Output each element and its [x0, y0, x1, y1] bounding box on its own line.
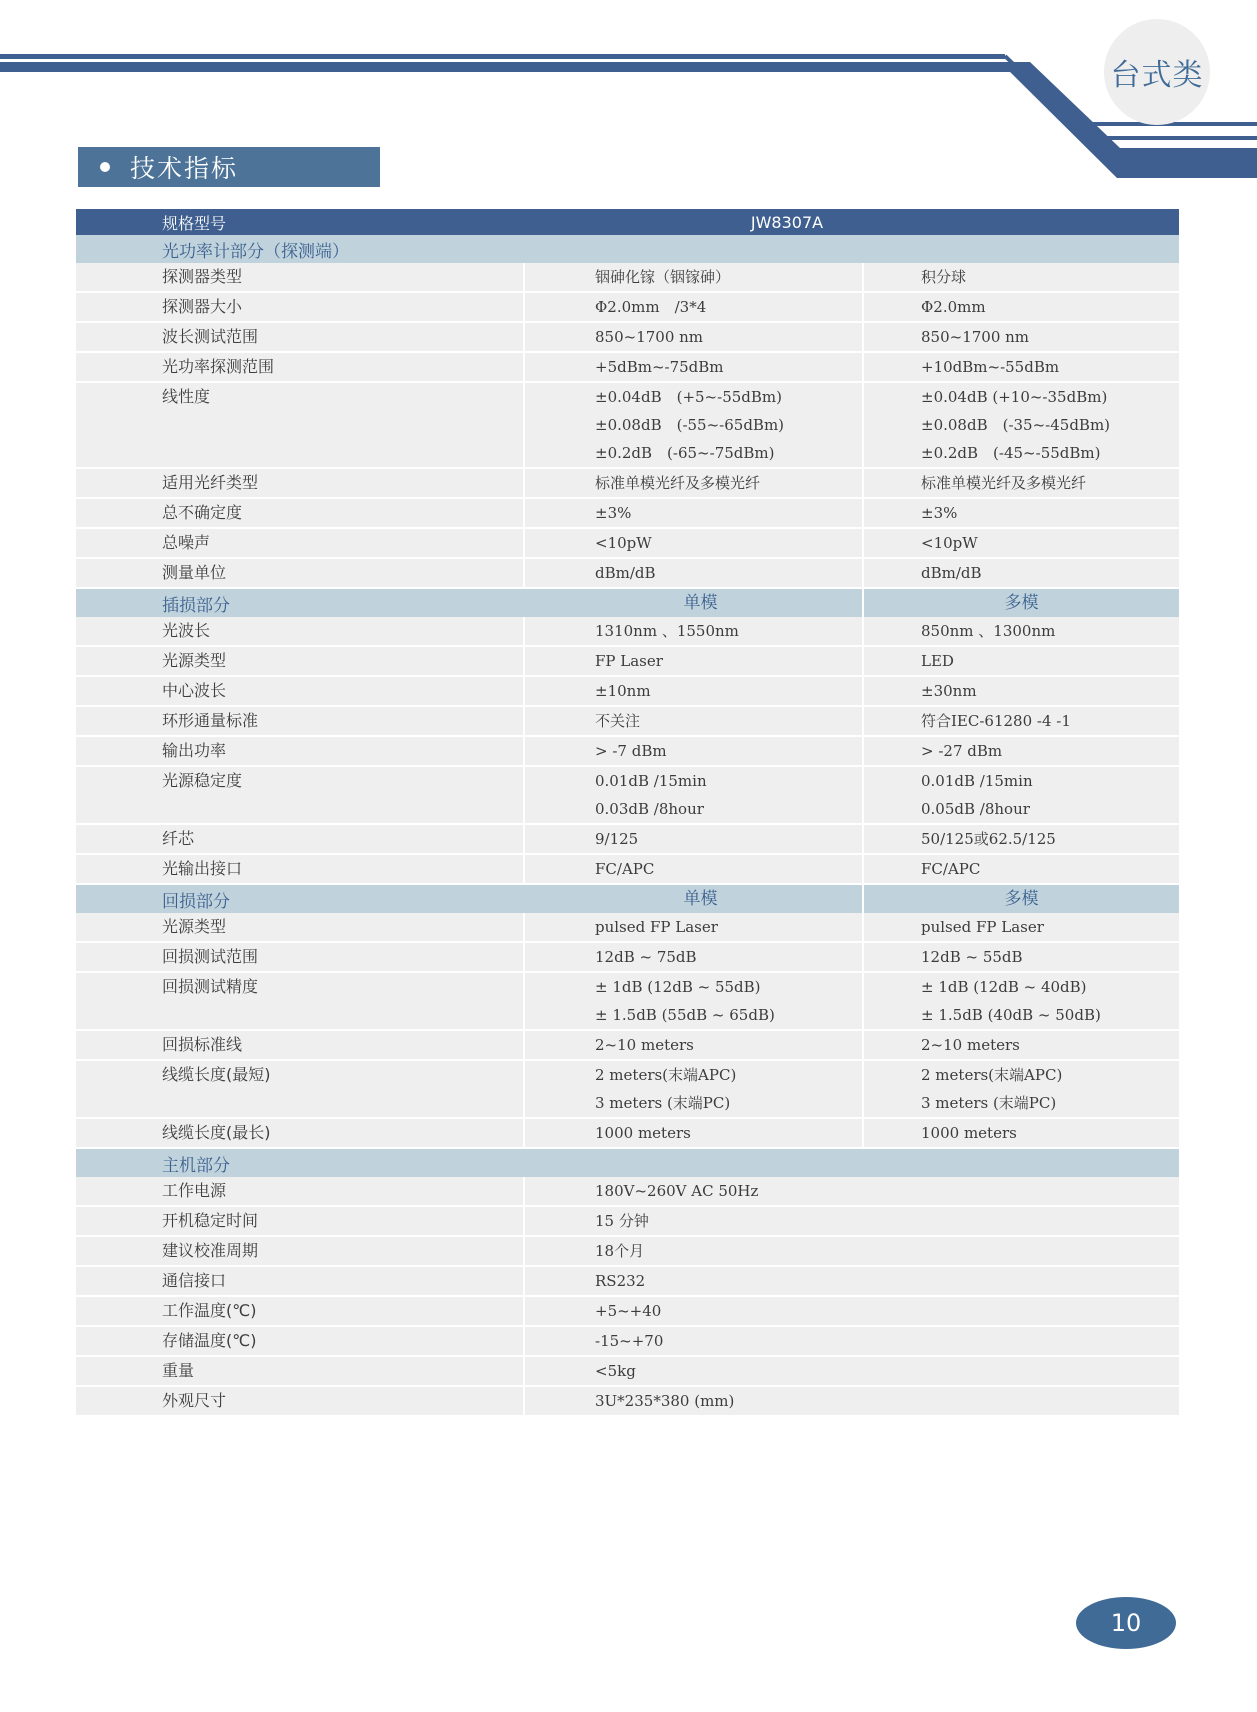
- table-row: [76, 469, 1179, 499]
- cell-line: > -27 dBm: [921, 742, 1003, 760]
- section-title-text: 技术指标: [130, 154, 239, 183]
- cell-line: 1310nm 、1550nm: [595, 622, 739, 640]
- cell-line: FC/APC: [921, 860, 981, 878]
- table-row: [76, 1119, 1179, 1149]
- cell-line: 探测器大小: [162, 297, 243, 316]
- cell-line: 工作温度(℃): [162, 1301, 257, 1320]
- section-label: 主机部分: [162, 1155, 230, 1176]
- row-value: [525, 1327, 1179, 1357]
- page-number: 10: [1076, 1597, 1176, 1649]
- cell-line: ±0.2dB (-45~-55dBm): [921, 444, 1101, 462]
- cell-line: ±0.04dB (+5~-55dBm): [595, 388, 782, 406]
- host-rows: [76, 1177, 1179, 1417]
- row-value-a: [525, 293, 864, 323]
- table-row: [76, 1207, 1179, 1237]
- row-label: [76, 1031, 525, 1061]
- cell-line: 12dB ~ 75dB: [595, 948, 697, 966]
- cell-line: 回损标准线: [162, 1035, 243, 1054]
- row-value-b: [864, 499, 1179, 529]
- cell-line: 铟砷化镓（铟镓砷）: [595, 268, 731, 286]
- cell-line: 3 meters (末端PC): [921, 1094, 1057, 1112]
- cell-line: ±0.08dB (-55~-65dBm): [595, 416, 785, 434]
- table-row: [76, 1327, 1179, 1357]
- row-label: [76, 737, 525, 767]
- row-value-a: [525, 737, 864, 767]
- row-value-b: [864, 1061, 1179, 1119]
- table-row: [76, 825, 1179, 855]
- row-label: [76, 383, 525, 469]
- cell-line: 3 meters (末端PC): [595, 1094, 731, 1112]
- cell-line: pulsed FP Laser: [595, 918, 718, 936]
- col-multi-mode: 多模: [1004, 889, 1039, 909]
- row-label: [76, 913, 525, 943]
- host-section-row: [76, 1149, 1179, 1177]
- row-value-a: [525, 1031, 864, 1061]
- category-badge: 台式类: [1104, 19, 1210, 125]
- row-value-b: [864, 529, 1179, 559]
- row-label: [76, 943, 525, 973]
- row-value-b: [864, 617, 1179, 647]
- row-value: [525, 1237, 1179, 1267]
- row-value: [525, 1177, 1179, 1207]
- row-label: [76, 1357, 525, 1387]
- row-value-a: [525, 529, 864, 559]
- cell-line: 总噪声: [162, 533, 211, 552]
- table-row: [76, 1237, 1179, 1267]
- row-label: [76, 263, 525, 293]
- table-row: [76, 263, 1179, 293]
- row-value-a: [525, 469, 864, 499]
- model-label: 规格型号: [162, 213, 227, 233]
- row-label: [76, 1327, 525, 1357]
- cell-line: 建议校准周期: [162, 1241, 259, 1260]
- cell-line: 标准单模光纤及多模光纤: [595, 474, 761, 492]
- model-value: JW8307A: [750, 212, 824, 232]
- row-label: [76, 529, 525, 559]
- row-label: [76, 855, 525, 885]
- row-label: [76, 499, 525, 529]
- table-row: [76, 383, 1179, 469]
- cell-line: <5kg: [595, 1362, 636, 1380]
- cell-line: 重量: [162, 1361, 195, 1380]
- cell-line: dBm/dB: [595, 564, 656, 582]
- cell-line: 中心波长: [162, 681, 227, 700]
- row-value-b: [864, 737, 1179, 767]
- row-label: [76, 293, 525, 323]
- cell-line: 测量单位: [162, 563, 227, 582]
- row-value-a: [525, 559, 864, 589]
- row-label: [76, 1177, 525, 1207]
- row-value-b: [864, 825, 1179, 855]
- cell-line: 符合IEC-61280 -4 -1: [921, 712, 1071, 730]
- table-row: [76, 737, 1179, 767]
- cell-line: ±3%: [595, 504, 632, 522]
- table-row: [76, 559, 1179, 589]
- row-value-a: [525, 855, 864, 885]
- bullet-icon: [100, 162, 110, 172]
- table-row: [76, 1031, 1179, 1061]
- cell-line: 光源稳定度: [162, 771, 243, 790]
- row-value-a: [525, 1119, 864, 1149]
- row-label: [76, 707, 525, 737]
- row-value-b: [864, 469, 1179, 499]
- cell-line: ± 1.5dB (55dB ~ 65dB): [595, 1006, 775, 1024]
- cell-line: 线性度: [162, 387, 211, 406]
- row-label: [76, 1237, 525, 1267]
- cell-line: 工作电源: [162, 1181, 227, 1200]
- row-label: [76, 1061, 525, 1119]
- row-label: [76, 1267, 525, 1297]
- table-row: [76, 293, 1179, 323]
- cell-line: 2 meters(末端APC): [921, 1066, 1063, 1084]
- table-row: [76, 617, 1179, 647]
- section-label: 插损部分: [162, 595, 230, 616]
- cell-line: <10pW: [595, 534, 652, 552]
- cell-line: 850~1700 nm: [921, 328, 1030, 346]
- cell-line: FP Laser: [595, 652, 663, 670]
- cell-line: <10pW: [921, 534, 978, 552]
- row-label: [76, 469, 525, 499]
- cell-line: 总不确定度: [162, 503, 243, 522]
- row-value-a: [525, 647, 864, 677]
- cell-line: 0.01dB /15min: [921, 772, 1033, 790]
- row-label: [76, 767, 525, 825]
- row-value-b: [864, 559, 1179, 589]
- row-label: [76, 1119, 525, 1149]
- row-label: [76, 323, 525, 353]
- row-value-b: [864, 1119, 1179, 1149]
- section-label: 回损部分: [162, 891, 230, 912]
- cell-line: 1000 meters: [595, 1124, 691, 1142]
- header-stripe: [1095, 136, 1257, 140]
- cell-line: 输出功率: [162, 741, 227, 760]
- cell-line: 9/125: [595, 830, 639, 848]
- cell-line: ±10nm: [595, 682, 651, 700]
- cell-line: 不关注: [595, 712, 641, 730]
- row-label: [76, 647, 525, 677]
- cell-line: 环形通量标准: [162, 711, 259, 730]
- row-value-a: [525, 617, 864, 647]
- table-row: [76, 855, 1179, 885]
- cell-line: dBm/dB: [921, 564, 982, 582]
- row-value-a: [525, 707, 864, 737]
- cell-line: RS232: [595, 1272, 646, 1290]
- table-row: [76, 1297, 1179, 1327]
- table-row: [76, 499, 1179, 529]
- row-value-b: [864, 707, 1179, 737]
- spec-table: [76, 209, 1179, 1417]
- table-row: [76, 943, 1179, 973]
- power-meter-rows: [76, 263, 1179, 589]
- row-value-b: [864, 767, 1179, 825]
- row-value-a: [525, 913, 864, 943]
- col-single-mode: 单模: [525, 589, 864, 617]
- cell-line: 回损测试精度: [162, 977, 259, 996]
- spec-header-row: [76, 209, 1179, 235]
- row-label: [76, 677, 525, 707]
- row-value-a: [525, 767, 864, 825]
- row-value-b: [864, 973, 1179, 1031]
- cell-line: 积分球: [921, 268, 967, 286]
- table-row: [76, 1061, 1179, 1119]
- row-value-b: [864, 383, 1179, 469]
- row-value-b: [864, 1031, 1179, 1061]
- cell-line: 光功率探测范围: [162, 357, 275, 376]
- cell-line: 50/125或62.5/125: [921, 830, 1056, 848]
- cell-line: ± 1.5dB (40dB ~ 50dB): [921, 1006, 1101, 1024]
- return-loss-section-row: [76, 885, 1179, 913]
- cell-line: ±0.08dB (-35~-45dBm): [921, 416, 1111, 434]
- row-value-b: [864, 353, 1179, 383]
- cell-line: ±30nm: [921, 682, 977, 700]
- cell-line: 1000 meters: [921, 1124, 1017, 1142]
- cell-line: pulsed FP Laser: [921, 918, 1044, 936]
- row-label: [76, 973, 525, 1031]
- row-label: [76, 1387, 525, 1417]
- insertion-loss-section-row: [76, 589, 1179, 617]
- row-value-b: [864, 263, 1179, 293]
- row-value-a: [525, 1061, 864, 1119]
- cell-line: 光源类型: [162, 651, 227, 670]
- cell-line: > -7 dBm: [595, 742, 667, 760]
- power-meter-section-row: [76, 235, 1179, 263]
- row-label: [76, 353, 525, 383]
- cell-line: 纤芯: [162, 829, 195, 848]
- row-value-a: [525, 263, 864, 293]
- cell-line: +10dBm~-55dBm: [921, 358, 1060, 376]
- table-row: [76, 973, 1179, 1031]
- cell-line: 0.05dB /8hour: [921, 800, 1030, 818]
- cell-line: ±3%: [921, 504, 958, 522]
- cell-line: 适用光纤类型: [162, 473, 259, 492]
- cell-line: 探测器类型: [162, 267, 243, 286]
- row-value-b: [864, 293, 1179, 323]
- row-value-b: [864, 677, 1179, 707]
- cell-line: 波长测试范围: [162, 327, 259, 346]
- col-single-mode: 单模: [525, 885, 864, 913]
- cell-line: 2 meters(末端APC): [595, 1066, 737, 1084]
- cell-line: 线缆长度(最短): [162, 1065, 271, 1084]
- cell-line: Φ2.0mm /3*4: [595, 298, 707, 316]
- row-value-b: [864, 943, 1179, 973]
- row-value: [525, 1207, 1179, 1237]
- table-row: [76, 767, 1179, 825]
- row-value-a: [525, 353, 864, 383]
- cell-line: 光波长: [162, 621, 211, 640]
- cell-line: 线缆长度(最长): [162, 1123, 271, 1142]
- row-value-a: [525, 973, 864, 1031]
- cell-line: ±0.2dB (-65~-75dBm): [595, 444, 775, 462]
- cell-line: 0.03dB /8hour: [595, 800, 704, 818]
- row-value: [525, 1297, 1179, 1327]
- cell-line: LED: [921, 652, 954, 670]
- cell-line: 开机稳定时间: [162, 1211, 259, 1230]
- section-label: 光功率计部分（探测端）: [162, 241, 349, 262]
- table-row: [76, 353, 1179, 383]
- row-value: [525, 1387, 1179, 1417]
- cell-line: 光源类型: [162, 917, 227, 936]
- table-row: [76, 707, 1179, 737]
- row-label: [76, 1207, 525, 1237]
- row-value: [525, 1267, 1179, 1297]
- row-value-b: [864, 323, 1179, 353]
- cell-line: 2~10 meters: [921, 1036, 1020, 1054]
- cell-line: +5dBm~-75dBm: [595, 358, 724, 376]
- table-row: [76, 1177, 1179, 1207]
- cell-line: +5~+40: [595, 1302, 662, 1320]
- table-row: [76, 1267, 1179, 1297]
- table-row: [76, 913, 1179, 943]
- cell-line: 通信接口: [162, 1271, 227, 1290]
- cell-line: 3U*235*380 (mm): [595, 1392, 735, 1410]
- row-label: [76, 825, 525, 855]
- table-row: [76, 647, 1179, 677]
- insertion-loss-rows: [76, 617, 1179, 885]
- table-row: [76, 1357, 1179, 1387]
- cell-line: 180V~260V AC 50Hz: [595, 1182, 759, 1200]
- row-value-a: [525, 943, 864, 973]
- section-title: [78, 147, 380, 187]
- cell-line: 2~10 meters: [595, 1036, 694, 1054]
- cell-line: 12dB ~ 55dB: [921, 948, 1023, 966]
- cell-line: FC/APC: [595, 860, 655, 878]
- cell-line: 0.01dB /15min: [595, 772, 707, 790]
- header-top-line: [0, 54, 1005, 59]
- cell-line: 15 分钟: [595, 1212, 649, 1230]
- row-value-a: [525, 383, 864, 469]
- cell-line: 标准单模光纤及多模光纤: [921, 474, 1087, 492]
- row-value-b: [864, 855, 1179, 885]
- cell-line: ±0.04dB (+10~-35dBm): [921, 388, 1108, 406]
- cell-line: 存储温度(℃): [162, 1331, 257, 1350]
- cell-line: ± 1dB (12dB ~ 55dB): [595, 978, 761, 996]
- cell-line: -15~+70: [595, 1332, 664, 1350]
- table-row: [76, 677, 1179, 707]
- row-value: [525, 1357, 1179, 1387]
- row-value-b: [864, 913, 1179, 943]
- table-row: [76, 1387, 1179, 1417]
- row-value-b: [864, 647, 1179, 677]
- cell-line: 光输出接口: [162, 859, 243, 878]
- table-row: [76, 529, 1179, 559]
- cell-line: 外观尺寸: [162, 1391, 227, 1410]
- col-multi-mode: 多模: [1004, 593, 1039, 613]
- row-label: [76, 559, 525, 589]
- row-value-a: [525, 825, 864, 855]
- return-loss-rows: [76, 913, 1179, 1149]
- cell-line: 850nm 、1300nm: [921, 622, 1056, 640]
- cell-line: 850~1700 nm: [595, 328, 704, 346]
- row-label: [76, 617, 525, 647]
- table-row: [76, 323, 1179, 353]
- row-value-a: [525, 499, 864, 529]
- cell-line: 回损测试范围: [162, 947, 259, 966]
- row-label: [76, 1297, 525, 1327]
- cell-line: ± 1dB (12dB ~ 40dB): [921, 978, 1087, 996]
- cell-line: Φ2.0mm: [921, 298, 986, 316]
- row-value-a: [525, 323, 864, 353]
- row-value-a: [525, 677, 864, 707]
- cell-line: 18个月: [595, 1242, 645, 1260]
